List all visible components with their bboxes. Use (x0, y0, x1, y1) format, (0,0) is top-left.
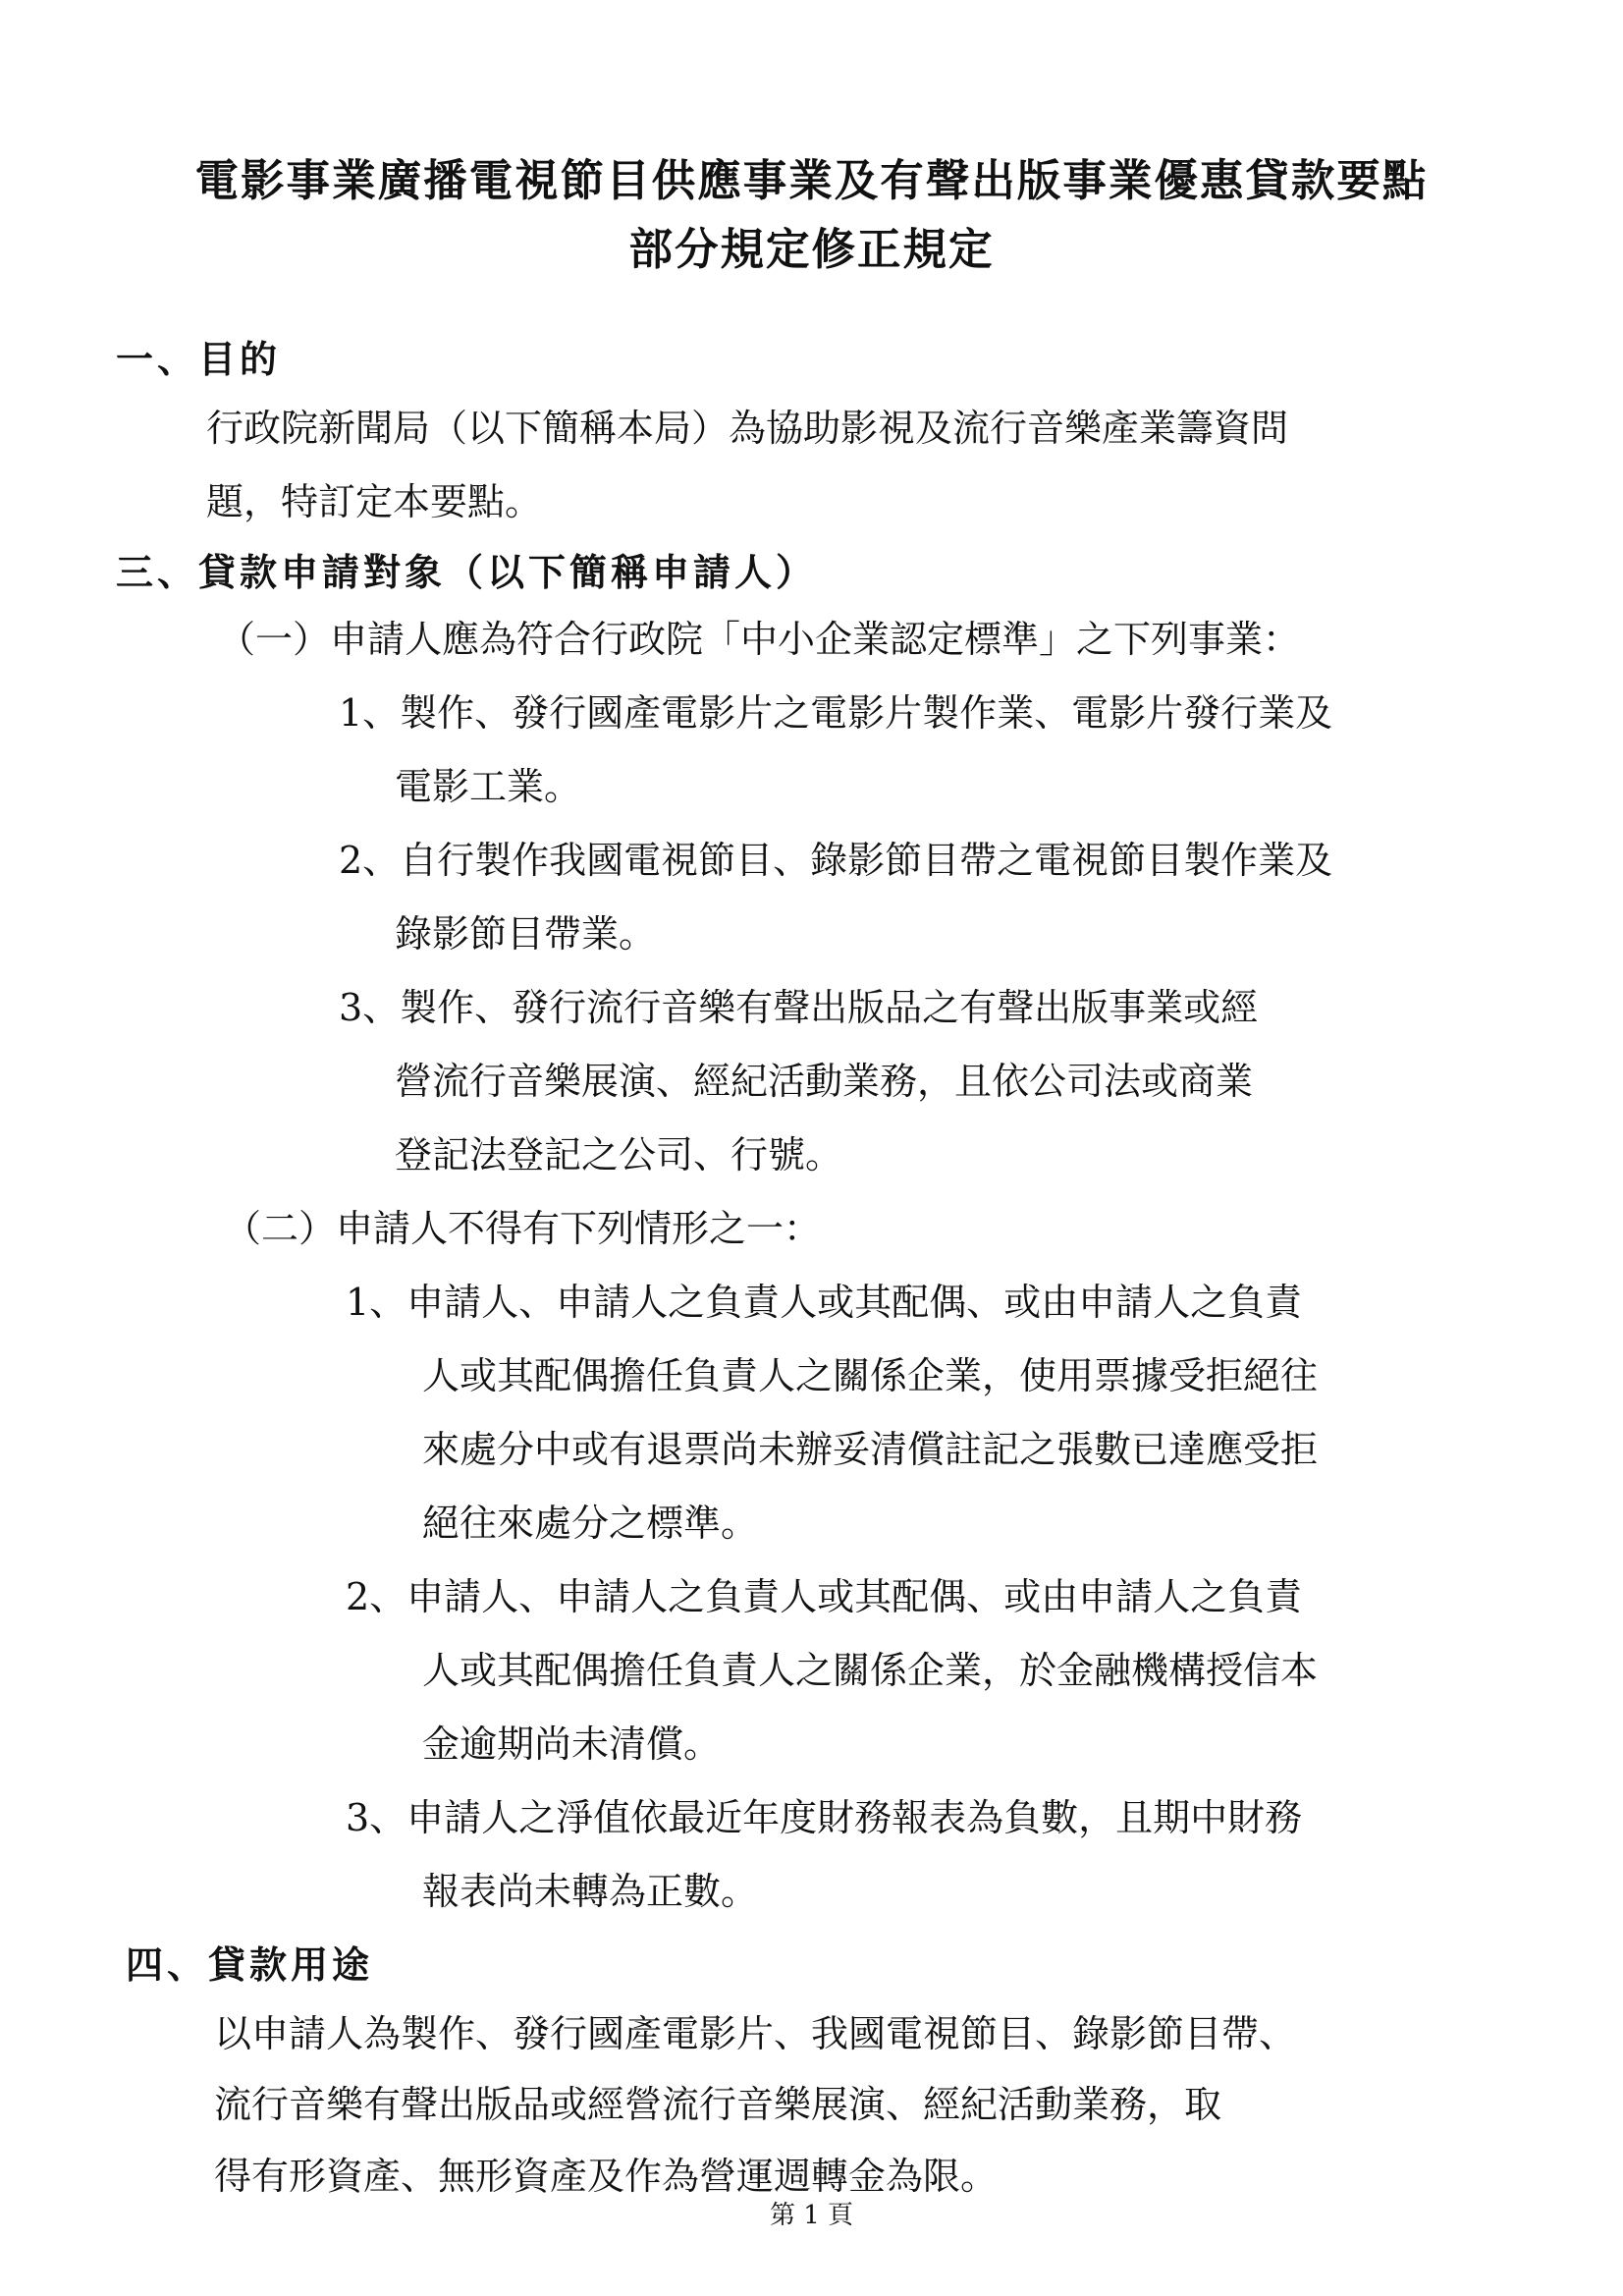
document-title-line-1: 電影事業廣播電視節目供應事業及有聲出版事業優惠貸款要點 (194, 156, 1429, 206)
section-3-sub-2-item-3-line-2: 報表尚未轉為正數。 (422, 1870, 759, 1913)
section-3-sub-2-item-1-line-3: 來處分中或有退票尚未辦妥清償註記之張數已達應受拒 (422, 1428, 1319, 1471)
document-title-line-2: 部分規定修正規定 (628, 225, 995, 275)
section-4-line-1: 以申請人為製作、發行國產電影片、我國電視節目、錄影節目帶、 (214, 2012, 1297, 2055)
section-3-heading: 三、貸款申請對象（以下簡稱申請人） (116, 551, 818, 594)
section-3-sub-1-item-2-line-1: 2、自行製作我國電視節目、錄影節目帶之電視節目製作業及 (339, 839, 1333, 882)
section-4-heading: 四、貸款用途 (126, 1943, 374, 1987)
section-4-line-2: 流行音樂有聲出版品或經營流行音樂展演、經紀活動業務，取 (214, 2083, 1222, 2126)
section-1-line-1: 行政院新聞局（以下簡稱本局）為協助影視及流行音樂產業籌資問 (206, 407, 1289, 450)
section-3-sub-2-item-2-line-3: 金逾期尚未清償。 (422, 1722, 722, 1766)
page-number: 第 1 頁 (769, 2201, 854, 2230)
section-1-line-2: 題，特訂定本要點。 (206, 480, 543, 523)
section-3-sub-1-item-3-line-3: 登記法登記之公司、行號。 (395, 1133, 843, 1176)
section-3-sub-1-item-3-line-2: 營流行音樂展演、經紀活動業務，且依公司法或商業 (395, 1060, 1254, 1103)
section-3-sub-2-item-1-line-2: 人或其配偶擔任負責人之關係企業，使用票據受拒絕往 (422, 1354, 1319, 1397)
section-3-sub-2-item-3-line-1: 3、申請人之淨值依最近年度財務報表為負數，且期中財務 (346, 1796, 1303, 1839)
section-3-sub-1-item-1-line-2: 電影工業。 (395, 765, 582, 808)
section-3-sub-1-item-2-line-2: 錄影節目帶業。 (395, 912, 657, 956)
section-3-sub-1-item-1-line-1: 1、製作、發行國產電影片之電影片製作業、電影片發行業及 (339, 691, 1333, 735)
section-3-sub-2-item-1-line-1: 1、申請人、申請人之負責人或其配偶、或由申請人之負責 (346, 1281, 1303, 1324)
section-3-sub-2-item-1-line-4: 絕往來處分之標準。 (422, 1502, 759, 1545)
section-3-sub-1-item-3-line-1: 3、製作、發行流行音樂有聲出版品之有聲出版事業或經 (339, 986, 1259, 1029)
section-3-sub-2-item-2-line-2: 人或其配偶擔任負責人之關係企業，於金融機構授信本 (422, 1649, 1319, 1692)
section-1-heading: 一、目的 (116, 338, 282, 381)
section-3-sub-2-item-2-line-1: 2、申請人、申請人之負責人或其配偶、或由申請人之負責 (346, 1575, 1303, 1618)
section-3-sub-1-label: （一）申請人應為符合行政院「中小企業認定標準」之下列事業： (218, 618, 1301, 661)
section-3-sub-2-label: （二）申請人不得有下列情形之一： (224, 1207, 822, 1250)
section-4-line-3: 得有形資產、無形資產及作為營運週轉金為限。 (214, 2155, 999, 2198)
